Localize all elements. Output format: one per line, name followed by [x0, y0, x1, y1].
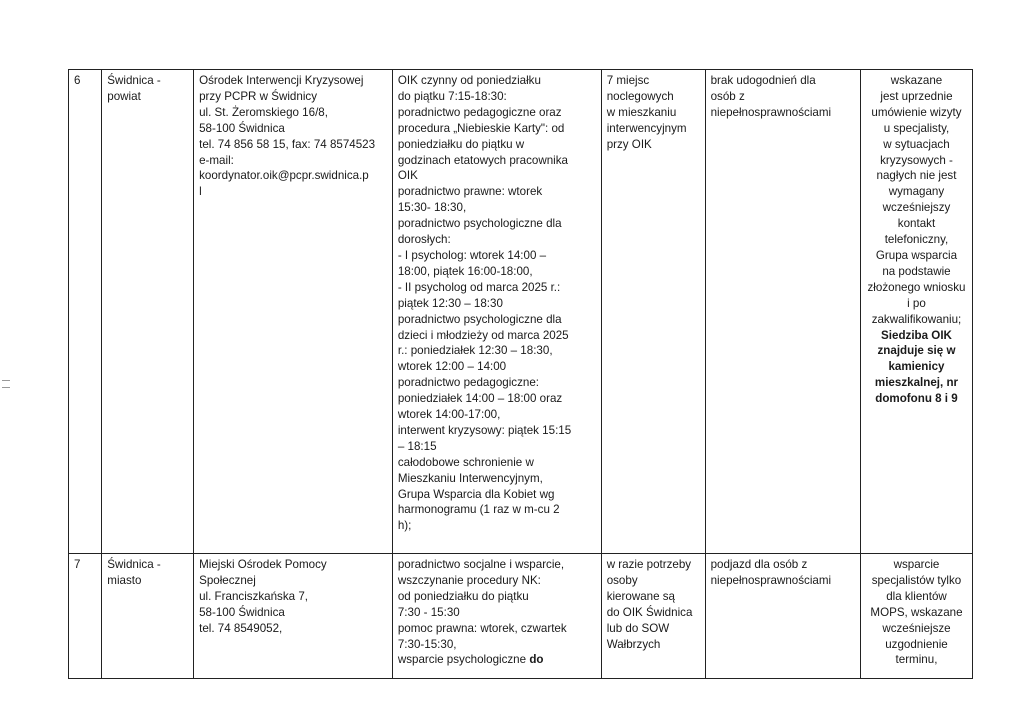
beds-line: interwencyjnym: [606, 121, 687, 135]
institution-line: Miejski Ośrodek Pomocy: [199, 558, 327, 571]
notes-line: kryzysowych -: [880, 153, 953, 167]
hours-cell: [392, 554, 601, 679]
notes-line: i po: [907, 296, 926, 310]
hours-line: – 18:15: [397, 439, 437, 453]
notes-bold-line: domofonu 8 i 9: [875, 392, 958, 406]
notes-line: wcześniejsze: [882, 621, 951, 635]
hours-line: interwent kryzysowy: piątek 15:15: [397, 423, 572, 437]
hours-line: poniedziałku do piątku w: [397, 137, 525, 151]
hours-line: poradnictwo psychologiczne dla: [397, 312, 562, 326]
hours-line: od poniedziałku do piątku: [397, 589, 529, 603]
hours-line: poradnictwo prawne: wtorek: [397, 185, 543, 199]
notes-line: na podstawie: [882, 264, 951, 278]
institution-cell: [194, 70, 393, 554]
hours-line: 7:30 - 15:30: [397, 605, 460, 619]
beds-line: do OIK Świdnica: [606, 605, 693, 619]
institution-line: 58-100 Świdnica: [199, 121, 285, 135]
beds-line: noclegowych: [606, 89, 674, 103]
notes-line: wymagany: [888, 185, 945, 199]
notes-line: jest uprzednie: [880, 89, 953, 103]
hours-line: wtorek 12:00 – 14:00: [397, 360, 507, 374]
hours-line: 18:00, piątek 16:00-18:00,: [397, 264, 533, 278]
institution-line: ul. Franciszkańska 7,: [199, 589, 308, 603]
table-row: [69, 554, 973, 679]
hours-line: - I psycholog: wtorek 14:00 –: [397, 248, 547, 262]
institution-line: Społecznej: [199, 573, 256, 587]
hours-line: całodobowe schronienie w: [397, 455, 534, 469]
hours-line: poniedziałek 14:00 – 18:00 oraz: [397, 392, 563, 406]
notes-bold-line: znajduje się w: [877, 344, 956, 358]
hours-line: harmonogramu (1 raz w m-cu 2: [397, 503, 560, 517]
institution-line: przy PCPR w Świdnicy: [199, 89, 317, 103]
margin-mark: [2, 380, 10, 388]
hours-line: do piątku 7:15-18:30:: [397, 89, 507, 103]
notes-line: MOPS, wskazane: [870, 605, 963, 619]
hours-line: wszczynanie procedury NK:: [397, 573, 541, 587]
location-cell: [102, 70, 194, 554]
notes-line: uzgodnienie: [885, 637, 948, 651]
hours-line: poradnictwo psychologiczne dla: [397, 217, 562, 231]
hours-line: piątek 12:30 – 18:30: [397, 296, 503, 310]
institution-line: Ośrodek Interwencji Kryzysowej: [199, 74, 364, 87]
notes-line: kontakt: [897, 217, 936, 231]
notes-line: w sytuacjach: [883, 137, 950, 151]
beds-line: Wałbrzych: [606, 637, 661, 651]
notes-line: u specjalisty,: [883, 121, 950, 135]
institution-cell: [194, 554, 393, 679]
notes-cell: [860, 70, 972, 554]
notes-line: nagłych nie jest: [876, 169, 957, 183]
hours-line: poradnictwo pedagogiczne:: [397, 376, 540, 390]
hours-last-bold: do: [529, 653, 544, 667]
accessibility-line: niepełnosprawnościami: [710, 573, 832, 587]
hours-line: dorosłych:: [397, 233, 451, 247]
hours-last-text: wsparcie psychologiczne: [397, 653, 530, 667]
location-cell: [102, 554, 194, 679]
beds-line: w razie potrzeby: [606, 558, 692, 571]
row-number-cell: [69, 554, 102, 679]
hours-line: godzinach etatowych pracownika: [397, 153, 568, 167]
beds-line: lub do SOW: [606, 621, 670, 635]
hours-line: Mieszkaniu Interwencyjnym,: [397, 471, 543, 485]
accessibility-cell: [705, 554, 860, 679]
location-line: Świdnica -: [107, 74, 161, 87]
hours-line: h);: [397, 519, 412, 533]
accessibility-line: podjazd dla osób z: [710, 558, 808, 571]
location-line: Świdnica -: [107, 558, 161, 571]
beds-cell: [601, 70, 705, 554]
notes-line: złożonego wniosku: [867, 280, 966, 294]
institutions-table: [68, 69, 973, 679]
institution-line: ul. St. Żeromskiego 16/8,: [199, 105, 328, 119]
hours-line: OIK: [397, 169, 418, 183]
notes-line: wsparcie: [893, 558, 940, 571]
hours-line: 15:30- 18:30,: [397, 201, 467, 215]
row-number: 7: [74, 558, 81, 571]
beds-line: kierowane są: [606, 589, 675, 603]
notes-line: wskazane: [890, 74, 943, 87]
hours-line: - II psycholog od marca 2025 r.:: [397, 280, 561, 294]
accessibility-line: brak udogodnień dla: [710, 74, 816, 87]
notes-line: dla klientów: [886, 589, 947, 603]
hours-line: pomoc prawna: wtorek, czwartek: [397, 621, 567, 635]
accessibility-cell: [705, 70, 860, 554]
institution-line: tel. 74 856 58 15, fax: 74 8574523: [199, 137, 376, 151]
beds-line: 7 miejsc: [606, 74, 650, 87]
notes-bold-line: Siedziba OIK: [881, 328, 952, 342]
hours-line: poradnictwo pedagogiczne oraz: [397, 105, 562, 119]
notes-line: umówienie wizyty: [871, 105, 962, 119]
notes-line: zakwalifikowaniu;: [871, 312, 962, 326]
hours-line: OIK czynny od poniedziałku: [397, 74, 541, 87]
notes-line: telefoniczny,: [884, 233, 949, 247]
beds-cell: [601, 554, 705, 679]
beds-line: osoby: [606, 573, 638, 587]
row-number-cell: [69, 70, 102, 554]
hours-line: r.: poniedziałek 12:30 – 18:30,: [397, 344, 553, 358]
email-line: l: [199, 185, 202, 199]
beds-line: przy OIK: [606, 137, 652, 151]
notes-line: specjalistów tylko: [871, 573, 962, 587]
institution-line: e-mail:: [199, 153, 234, 167]
hours-line: wtorek 14:00-17:00,: [397, 408, 501, 422]
notes-cell: [860, 554, 972, 679]
email-line: koordynator.oik@pcpr.swidnica.p: [199, 169, 369, 183]
notes-bold-line: kamienicy: [888, 360, 945, 374]
accessibility-line: niepełnosprawnościami: [710, 105, 832, 119]
beds-line: w mieszkaniu: [606, 105, 677, 119]
institution-line: 58-100 Świdnica: [199, 605, 285, 619]
row-number: 6: [74, 74, 81, 87]
hours-line: procedura „Niebieskie Karty": od: [397, 121, 565, 135]
hours-line: dzieci i młodzieży od marca 2025: [397, 328, 569, 342]
location-line: powiat: [107, 89, 141, 103]
table-row: [69, 70, 973, 554]
hours-line: poradnictwo socjalne i wsparcie,: [397, 558, 565, 571]
hours-line: Grupa Wsparcia dla Kobiet wg: [397, 487, 555, 501]
notes-line: terminu,: [895, 653, 938, 667]
institution-line: tel. 74 8549052,: [199, 621, 283, 635]
location-line: miasto: [107, 573, 142, 587]
notes-line: wcześniejszy: [882, 201, 951, 215]
notes-bold-line: mieszkalnej, nr: [874, 376, 959, 390]
hours-cell: [392, 70, 601, 554]
notes-line: Grupa wsparcia: [875, 248, 958, 262]
hours-line-last: [398, 652, 596, 668]
hours-line: 7:30-15:30,: [397, 637, 457, 651]
accessibility-line: osób z: [710, 89, 745, 103]
